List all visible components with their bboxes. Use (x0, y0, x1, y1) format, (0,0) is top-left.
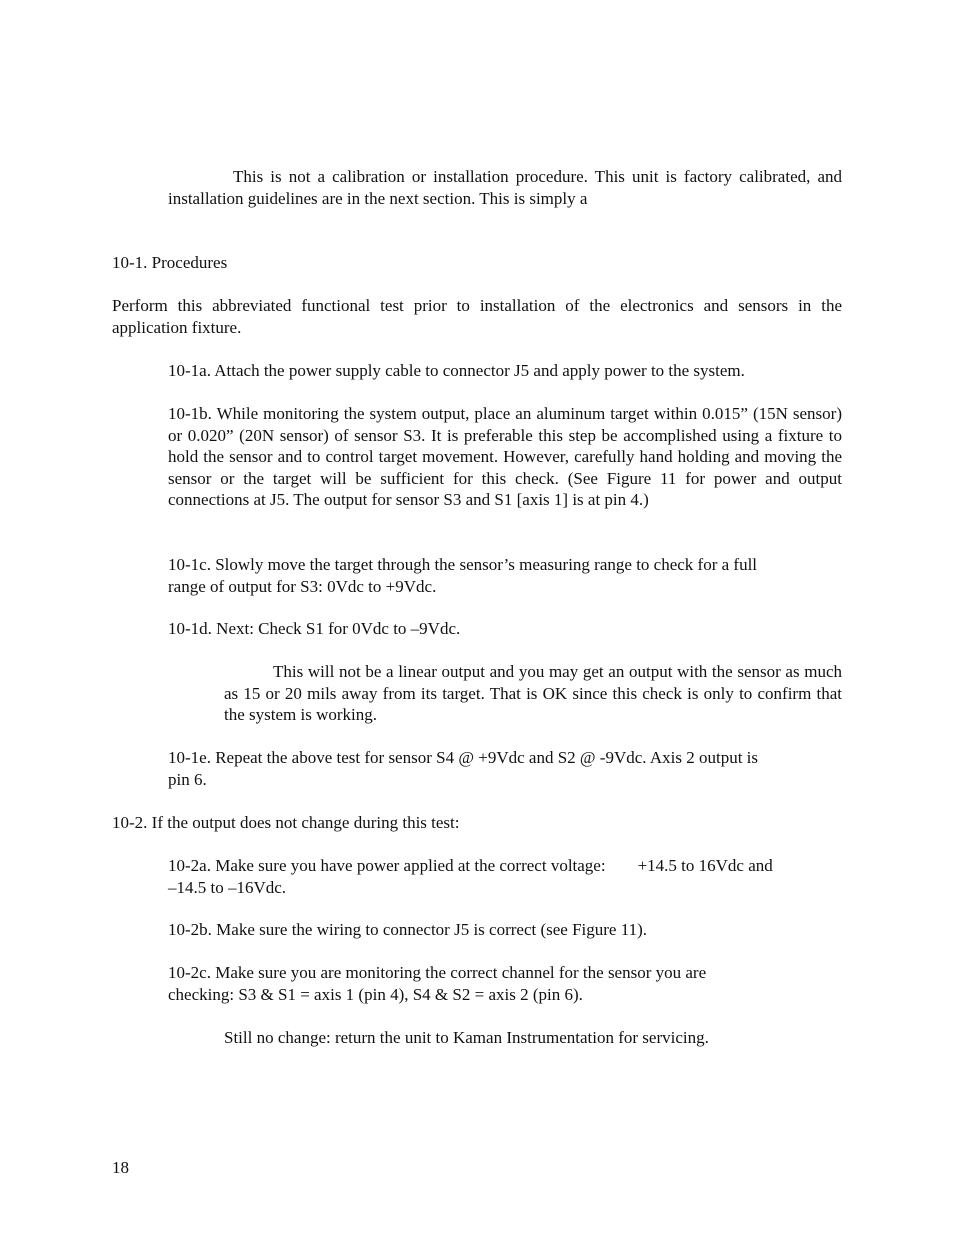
step-10-1a: 10-1a. Attach the power supply cable to connector J5 and apply power to the system. (168, 361, 745, 380)
section-10-1-heading: 10-1. Procedures (112, 253, 228, 272)
step-10-2a-line2: –14.5 to –16Vdc. (168, 877, 287, 897)
step-10-2b: 10-2b. Make sure the wiring to connector J5 is correct (see Figure 11). (168, 920, 648, 939)
step-10-2a-part1: 10-2a. Make sure you have power applied at the correct voltage: (168, 856, 606, 875)
intro-note-text: This is not a calibration or installation procedure. This unit is factory calibrated, and installation guidelines are in the next section. This is simply a (168, 167, 842, 208)
step-10-1c (168, 554, 842, 597)
step-10-1e (168, 747, 842, 790)
section-10-2-heading: 10-2. If the output does not change during this test: (112, 813, 460, 832)
step-10-1e-line1: 10-1e. Repeat the above test for sensor S4 @ +9Vdc and S2 @ -9Vdc. Axis 2 output is (168, 748, 759, 767)
step-10-1d: 10-1d. Next: Check S1 for 0Vdc to –9Vdc. (168, 619, 461, 638)
step-10-2c-line1: 10-2c. Make sure you are monitoring the correct channel for the sensor you are (168, 963, 707, 982)
step-10-1e-line2: pin 6. (168, 769, 207, 789)
final-instruction: Still no change: return the unit to Kaman Instrumentation for servicing. (224, 1028, 709, 1047)
step-10-1b: 10-1b. While monitoring the system output, place an aluminum target within 0.015” (15N sensor) or 0.020” (20N sensor) of sensor S3. It is preferable this step be accomplished using a fixture to hold the sensor and to control target movement. However, carefully hand holding and moving the sensor or the target will be sufficient for this check. (See Figure 11 for power and output connections at J5. The output for sensor S3 and S1 [axis 1] is at pin 4.) (168, 404, 842, 510)
step-10-1c-line2: range of output for S3: 0Vdc to +9Vdc. (168, 576, 437, 596)
step-10-2c-line2: checking: S3 & S1 = axis 1 (pin 4), S4 & S2 = axis 2 (pin 6). (168, 984, 583, 1004)
intro-note (168, 166, 842, 209)
step-10-2a-part2: +14.5 to 16Vdc and (637, 856, 773, 875)
step-10-2a-line1 (168, 855, 842, 877)
step-10-2a (168, 855, 842, 898)
section-10-1-intro: Perform this abbreviated functional test prior to installation of the electronics and sensors in the application fixture. (112, 296, 842, 337)
step-10-2c (168, 962, 842, 1005)
section-10-1-note: This will not be a linear output and you may get an output with the sensor as much as 15 or 20 mils away from its target. That is OK since this check is only to confirm that the system is working. (224, 662, 842, 725)
page-number: 18 (112, 1158, 129, 1177)
step-10-1c-line1: 10-1c. Slowly move the target through the sensor’s measuring range to check for a full (168, 555, 758, 574)
